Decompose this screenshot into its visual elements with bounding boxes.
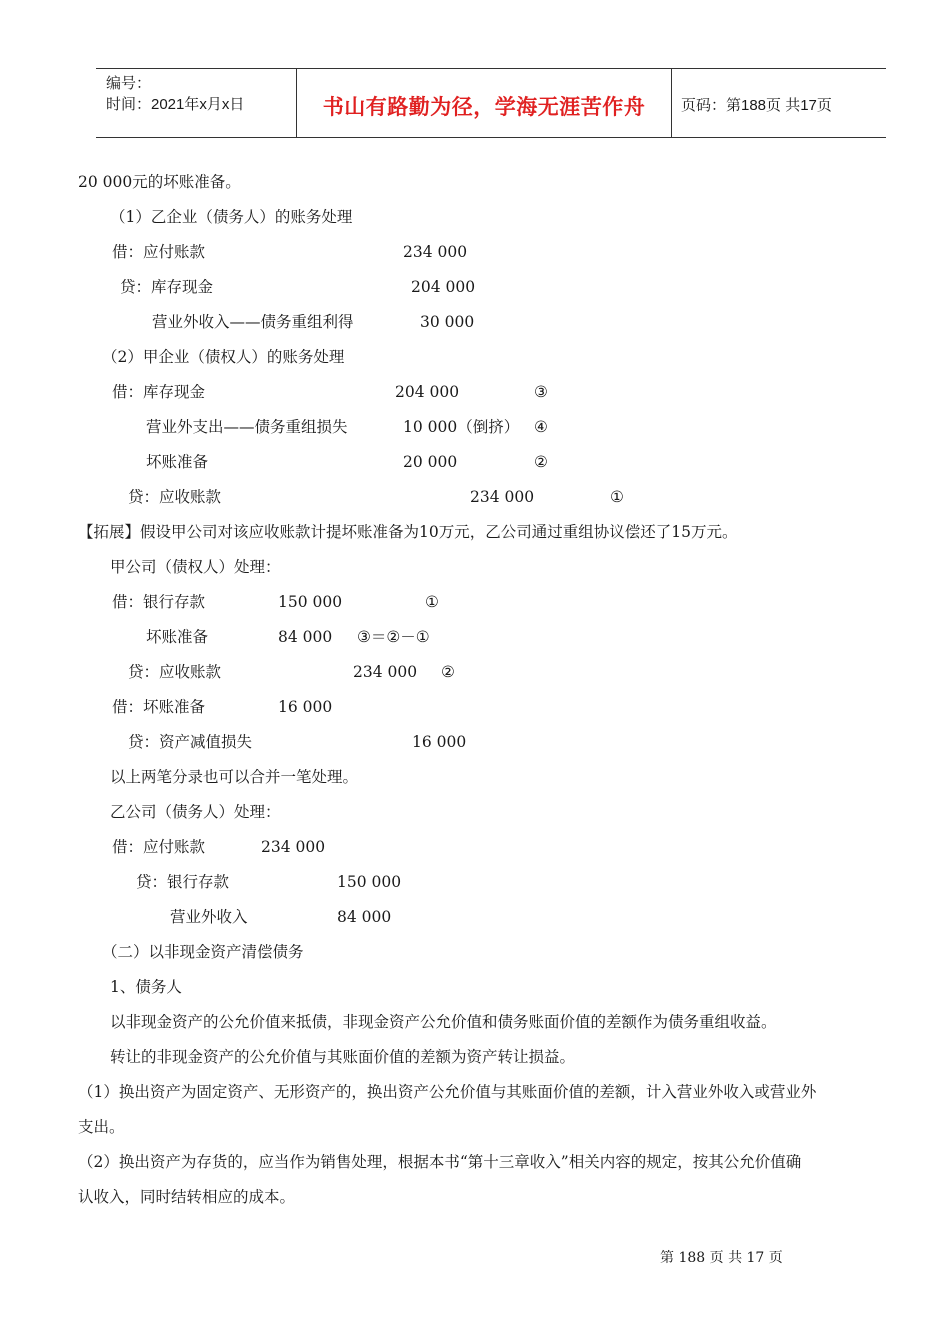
header-time-label: 时间：2021年x月x日 — [106, 96, 245, 113]
entry-marker: ③＝②－① — [357, 628, 430, 646]
entry-account: 坏账准备 — [146, 628, 209, 646]
entry-amount: 234 000 — [403, 243, 468, 261]
entry-account: 借：应付账款 — [112, 243, 206, 261]
entry-account: 贷：资产减值损失 — [128, 733, 253, 751]
entry-account: 借：库存现金 — [112, 383, 206, 401]
text-line: 乙公司（债务人）处理： — [110, 803, 281, 821]
entry-amount: 234 000 — [353, 663, 418, 681]
text-line: 1、债务人 — [110, 978, 182, 996]
page-footer: 第 188 页 共 17 页 — [660, 1250, 783, 1266]
entry-amount: 150 000 — [337, 873, 402, 891]
page-header — [96, 68, 886, 138]
entry-account: 营业外支出——债务重组损失 — [146, 418, 348, 436]
text-line: （2）甲企业（债权人）的账务处理 — [102, 348, 345, 366]
entry-account: 营业外收入——债务重组利得 — [152, 313, 354, 331]
entry-marker: ③ — [534, 383, 548, 401]
text-line: 转让的非现金资产的公允价值与其账面价值的差额为资产转让损益。 — [110, 1048, 576, 1066]
entry-account: 贷：银行存款 — [136, 873, 230, 891]
entry-marker: ① — [425, 593, 439, 611]
entry-marker: ④ — [534, 418, 548, 436]
text-line: （2）换出资产为存货的，应当作为销售处理，根据本书“第十三章收入”相关内容的规定，按其公允价值确 — [78, 1153, 802, 1171]
text-line: 甲公司（债权人）处理： — [110, 558, 281, 576]
entry-amount: 204 000 — [395, 383, 460, 401]
entry-amount: 16 000 — [278, 698, 333, 716]
header-page-label: 页码：第188页 共17页 — [681, 97, 832, 114]
entry-marker: ② — [441, 663, 455, 681]
entry-marker: ① — [610, 488, 624, 506]
entry-amount: 234 000 — [470, 488, 535, 506]
entry-amount: 30 000 — [420, 313, 475, 331]
entry-amount: 16 000 — [412, 733, 467, 751]
entry-amount: 234 000 — [261, 838, 326, 856]
text-line: 支出。 — [78, 1118, 125, 1136]
entry-account: 营业外收入 — [170, 908, 248, 926]
entry-amount: 20 000 — [403, 453, 458, 471]
text-line: 以上两笔分录也可以合并一笔处理。 — [110, 768, 359, 786]
entry-account: 借：应付账款 — [112, 838, 206, 856]
entry-account: 坏账准备 — [146, 453, 209, 471]
text-line: （1）乙企业（债务人）的账务处理 — [110, 208, 353, 226]
entry-account: 借：银行存款 — [112, 593, 206, 611]
entry-amount: 10 000（倒挤） — [403, 418, 520, 436]
entry-amount: 84 000 — [337, 908, 392, 926]
entry-marker: ② — [534, 453, 548, 471]
header-motto: 书山有路勤为径，学海无涯苦作舟 — [322, 95, 646, 119]
entry-account: 贷：应收账款 — [128, 663, 222, 681]
entry-account: 借：坏账准备 — [112, 698, 206, 716]
header-page-cell — [671, 69, 886, 137]
header-info-cell — [96, 69, 296, 137]
entry-account: 贷：库存现金 — [120, 278, 214, 296]
entry-amount: 150 000 — [278, 593, 343, 611]
header-number-label: 编号： — [106, 75, 152, 92]
entry-amount: 84 000 — [278, 628, 333, 646]
text-line: 认收入，同时结转相应的成本。 — [78, 1188, 296, 1206]
text-line: （二）以非现金资产清偿债务 — [102, 943, 304, 961]
header-motto-cell — [296, 69, 672, 137]
entry-amount: 204 000 — [411, 278, 476, 296]
text-line: 【拓展】假设甲公司对该应收账款计提坏账准备为10万元，乙公司通过重组协议偿还了15万元。 — [78, 523, 738, 541]
text-line: 以非现金资产的公允价值来抵债，非现金资产公允价值和债务账面价值的差额作为债务重组收益。 — [110, 1013, 777, 1031]
text-line: （1）换出资产为固定资产、无形资产的，换出资产公允价值与其账面价值的差额，计入营业外收入或营业外 — [78, 1083, 817, 1101]
text-line: 20 000元的坏账准备。 — [78, 173, 241, 191]
entry-account: 贷：应收账款 — [128, 488, 222, 506]
